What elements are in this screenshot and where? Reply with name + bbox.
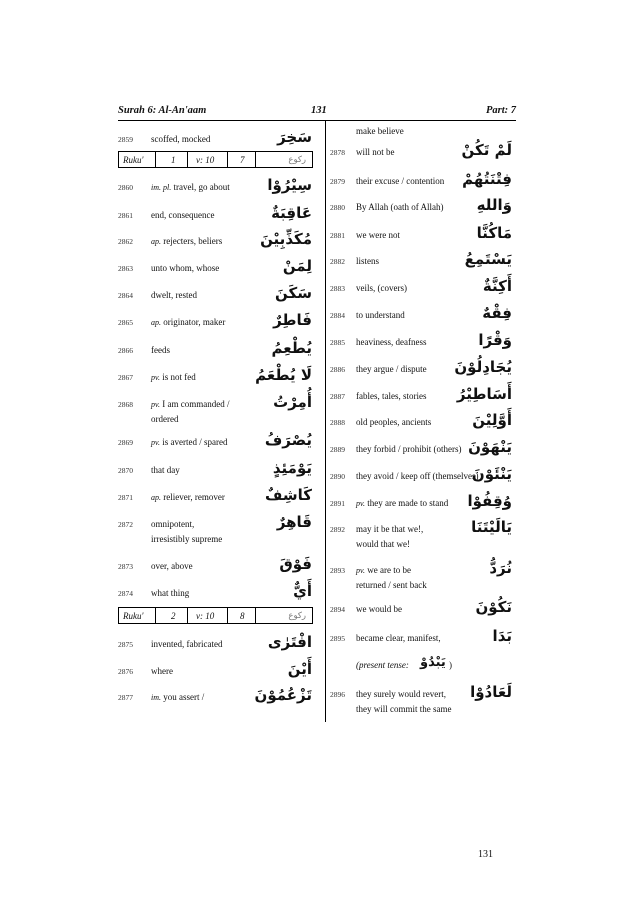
ruku-arabic: رکوع	[288, 155, 306, 165]
entry-arabic-word: لِمَنْ	[282, 257, 312, 275]
entry-meaning	[356, 230, 400, 241]
meaning-text: they argue / dispute	[356, 364, 427, 374]
column-divider	[325, 120, 326, 722]
entry-arabic-word: كَاشِفٌ	[265, 486, 312, 504]
entry-number: 2894	[330, 605, 345, 614]
entry-arabic-word: عَاقِبَةٌ	[271, 204, 312, 222]
meaning-text: fables, tales, stories	[356, 391, 427, 401]
entry-meaning	[151, 437, 227, 448]
entry-arabic-word: يَنْهَوْنَ	[468, 438, 512, 456]
entry-meaning	[151, 134, 210, 145]
meaning-text: they are made to stand	[364, 498, 449, 508]
ruku-label: Ruku'	[123, 155, 144, 165]
ruku-divider	[155, 152, 156, 167]
meaning-text: is averted / spared	[159, 437, 228, 447]
entry-arabic-word: فِتْنَتُهُمْ	[462, 170, 512, 188]
entry-meaning	[356, 604, 402, 615]
grammar-tag: pv.	[151, 400, 160, 409]
entry-arabic-word: لَمْ تَكُنْ	[461, 141, 512, 159]
entry-number: 2870	[118, 466, 133, 475]
entry-meaning	[356, 364, 427, 375]
entry-number: 2868	[118, 400, 133, 409]
entry-number: 2877	[118, 693, 133, 702]
entry-number: 2884	[330, 311, 345, 320]
ruku-verses: v: 10	[196, 155, 215, 165]
entry-arabic-word: وَقْرًا	[478, 331, 512, 349]
entry-number: 2880	[330, 203, 345, 212]
entry-meaning	[356, 565, 411, 576]
meaning-text: that day	[151, 465, 180, 475]
entry-number: 2887	[330, 392, 345, 401]
entry-arabic-word: سِيْرُوْا	[267, 176, 312, 194]
entry-meaning	[151, 399, 229, 410]
meaning-text: I am commanded /	[159, 399, 230, 409]
entry-meaning	[356, 176, 444, 187]
entry-meaning	[356, 498, 448, 509]
meaning-text: dwelt, rested	[151, 290, 197, 300]
entry-meaning	[151, 588, 189, 599]
meaning-text: veils, (covers)	[356, 283, 407, 293]
ruku-bar	[118, 607, 313, 624]
ruku-count: 7	[240, 155, 245, 165]
entry-arabic-word: فَاطِرٌ	[273, 311, 312, 329]
entry-number: 2878	[330, 148, 345, 157]
meaning-text: end, consequence	[151, 210, 215, 220]
present-tense-arabic: يَبْدُوْ	[420, 655, 446, 670]
entry-number: 2872	[118, 520, 133, 529]
ruku-count: 8	[240, 611, 245, 621]
meaning-text: By Allah (oath of Allah)	[356, 202, 444, 212]
meaning-text: rejecters, beliers	[161, 236, 223, 246]
grammar-tag: im.	[151, 693, 161, 702]
meaning-continuation: irresistibly supreme	[151, 534, 223, 544]
meaning-text: invented, fabricated	[151, 639, 223, 649]
header-rule	[118, 120, 516, 121]
entry-arabic-word: أَكِنَّةٌ	[482, 277, 512, 295]
entry-meaning	[151, 561, 193, 572]
entry-arabic-word: نَكُوْنَ	[475, 598, 512, 616]
entry-arabic-word: مُكَذِّبِيْنَ	[260, 230, 312, 248]
ruku-label: Ruku'	[123, 611, 144, 621]
entry-arabic-word: يَسْتَمِعُ	[464, 250, 512, 268]
entry-arabic-word: أَيٌّ	[293, 582, 312, 600]
meaning-text: over, above	[151, 561, 193, 571]
entry-meaning	[151, 182, 230, 193]
entry-meaning	[356, 417, 431, 428]
entry-arabic-word: لَعَادُوْا	[470, 683, 512, 701]
entry-arabic-word: وُقِفُوْا	[467, 492, 512, 510]
present-tense-close: )	[449, 660, 452, 670]
ruku-number: 2	[171, 611, 176, 621]
entry-number: 2864	[118, 291, 133, 300]
entry-meaning	[356, 310, 405, 321]
entry-number: 2885	[330, 338, 345, 347]
entry-meaning	[151, 317, 225, 328]
entry-number: 2892	[330, 525, 345, 534]
meaning-text: travel, go about	[171, 182, 230, 192]
meaning-text: they surely would revert,	[356, 689, 446, 699]
meaning-text: old peoples, ancients	[356, 417, 432, 427]
meaning-text: their excuse / contention	[356, 176, 445, 186]
entry-arabic-word: أُمِرْتُ	[273, 393, 312, 411]
meaning-text: omnipotent,	[151, 519, 195, 529]
grammar-tag: pv.	[356, 566, 365, 575]
meaning-text: scoffed, mocked	[151, 134, 211, 144]
meaning-text: what thing	[151, 588, 190, 598]
surah-title: Surah 6: Al-An'aam	[118, 105, 207, 116]
grammar-tag: im. pl.	[151, 183, 172, 192]
entry-arabic-word: يَوْمَئِذٍ	[272, 459, 312, 477]
ruku-divider	[227, 608, 228, 623]
entry-meaning	[356, 444, 461, 455]
meaning-text: you assert /	[161, 692, 205, 702]
entry-arabic-word: يَنْئَوْنَ	[471, 465, 512, 483]
entry-arabic-word: قَاهِرٌ	[276, 513, 312, 531]
entry-meaning	[151, 236, 222, 247]
meaning-continuation: returned / sent back	[356, 580, 427, 590]
entry-number: 2871	[118, 493, 133, 502]
entry-arabic-word: بَدَا	[492, 627, 512, 645]
entry-number: 2889	[330, 445, 345, 454]
ruku-divider	[155, 608, 156, 623]
entry-meaning	[151, 465, 180, 476]
entry-arabic-word: فَوْقَ	[279, 555, 312, 573]
entry-meaning	[151, 692, 204, 703]
entry-arabic-word: نُرَدُّ	[489, 559, 512, 577]
meaning-text: to understand	[356, 310, 405, 320]
meaning-text: became clear, manifest,	[356, 633, 441, 643]
grammar-tag: pv.	[356, 499, 365, 508]
entry-arabic-word: سَخِرَ	[277, 128, 312, 146]
meaning-text: reliever, remover	[161, 492, 225, 502]
entry-number: 2895	[330, 634, 345, 643]
entry-arabic-word: افْتَرٰى	[267, 633, 312, 651]
entry-meaning	[356, 689, 446, 700]
entry-number: 2890	[330, 472, 345, 481]
entry-arabic-word: سَكَنَ	[275, 284, 312, 302]
meaning-text: listens	[356, 256, 380, 266]
grammar-tag: ap.	[151, 318, 161, 327]
footer-page-number: 131	[478, 849, 493, 860]
meaning-text: heaviness, deafness	[356, 337, 427, 347]
meaning-continuation: ordered	[151, 414, 179, 424]
entry-number: 2873	[118, 562, 133, 571]
entry-meaning	[151, 263, 219, 274]
meaning-text: we were not	[356, 230, 400, 240]
entry-arabic-word: أَسَاطِيْرُ	[456, 385, 512, 403]
grammar-tag: pv.	[151, 373, 160, 382]
present-tense-text: (present tense:	[356, 660, 409, 670]
entry-arabic-word: أَيْنَ	[287, 660, 312, 678]
meaning-continuation: make believe	[356, 126, 404, 136]
entry-meaning	[356, 256, 379, 267]
entry-number: 2860	[118, 183, 133, 192]
entry-number: 2896	[330, 690, 345, 699]
entry-arabic-word: يُجَادِلُوْنَ	[454, 358, 512, 376]
entry-meaning	[356, 337, 426, 348]
page-number-header: 131	[311, 105, 327, 116]
entry-meaning	[151, 210, 214, 221]
entry-meaning	[151, 666, 173, 677]
entry-number: 2865	[118, 318, 133, 327]
entry-number: 2883	[330, 284, 345, 293]
ruku-divider	[227, 152, 228, 167]
entry-number: 2862	[118, 237, 133, 246]
meaning-text: is not fed	[159, 372, 196, 382]
meaning-text: they avoid / keep off (themselves)	[356, 471, 479, 481]
entry-number: 2876	[118, 667, 133, 676]
entry-meaning	[356, 202, 444, 213]
grammar-tag: ap.	[151, 493, 161, 502]
entry-number: 2875	[118, 640, 133, 649]
ruku-divider	[187, 152, 188, 167]
entry-arabic-word: وَاللهِ	[476, 196, 512, 214]
entry-number: 2866	[118, 346, 133, 355]
entry-number: 2886	[330, 365, 345, 374]
meaning-text: feeds	[151, 345, 170, 355]
entry-number: 2881	[330, 231, 345, 240]
entry-meaning	[151, 290, 197, 301]
entry-arabic-word: يَالَيْتَنَا	[471, 518, 512, 536]
entry-meaning	[356, 471, 479, 482]
entry-number: 2888	[330, 418, 345, 427]
entry-arabic-word: لَا يُطْعَمُ	[255, 366, 312, 384]
entry-meaning	[356, 391, 426, 402]
entry-number: 2891	[330, 499, 345, 508]
entry-number: 2874	[118, 589, 133, 598]
meaning-text: originator, maker	[161, 317, 226, 327]
meaning-text: we are to be	[364, 565, 411, 575]
entry-arabic-word: فِقْهٌ	[482, 304, 512, 322]
entry-meaning	[151, 372, 196, 383]
entry-arabic-word: تَزْعُمُوْنَ	[254, 686, 312, 704]
entry-number: 2893	[330, 566, 345, 575]
entry-arabic-word: يُطْعِمُ	[271, 339, 312, 357]
entry-meaning	[356, 283, 407, 294]
entry-number: 2882	[330, 257, 345, 266]
grammar-tag: ap.	[151, 237, 161, 246]
meaning-continuation: they will commit the same	[356, 704, 452, 714]
entry-meaning	[151, 639, 222, 650]
grammar-tag: pv.	[151, 438, 160, 447]
ruku-divider	[187, 608, 188, 623]
entry-meaning	[356, 524, 423, 535]
entry-arabic-word: يُصْرَفُ	[264, 431, 312, 449]
entry-number: 2861	[118, 211, 133, 220]
entry-number: 2879	[330, 177, 345, 186]
entry-arabic-word: أَوَّلِيْنَ	[472, 411, 512, 429]
part-label: Part: 7	[485, 105, 516, 116]
entry-number: 2869	[118, 438, 133, 447]
entry-meaning	[151, 492, 225, 503]
present-tense-label	[356, 660, 409, 671]
entry-meaning	[151, 345, 170, 356]
ruku-bar	[118, 151, 313, 168]
ruku-verses: v: 10	[196, 611, 215, 621]
meaning-text: where	[151, 666, 173, 676]
meaning-text: we would be	[356, 604, 402, 614]
ruku-divider	[255, 608, 256, 623]
entry-arabic-word: مَاكُنَّا	[476, 224, 512, 242]
entry-number: 2867	[118, 373, 133, 382]
meaning-text: they forbid / prohibit (others)	[356, 444, 462, 454]
meaning-text: unto whom, whose	[151, 263, 220, 273]
meaning-text: will not be	[356, 147, 395, 157]
ruku-number: 1	[171, 155, 176, 165]
meaning-text: may it be that we!,	[356, 524, 424, 534]
ruku-arabic: رکوع	[288, 611, 306, 621]
entry-meaning	[151, 519, 194, 530]
meaning-continuation: would that we!	[356, 539, 410, 549]
ruku-divider	[255, 152, 256, 167]
entry-number: 2859	[118, 135, 133, 144]
entry-meaning	[356, 633, 441, 644]
entry-number: 2863	[118, 264, 133, 273]
entry-meaning	[356, 147, 395, 158]
